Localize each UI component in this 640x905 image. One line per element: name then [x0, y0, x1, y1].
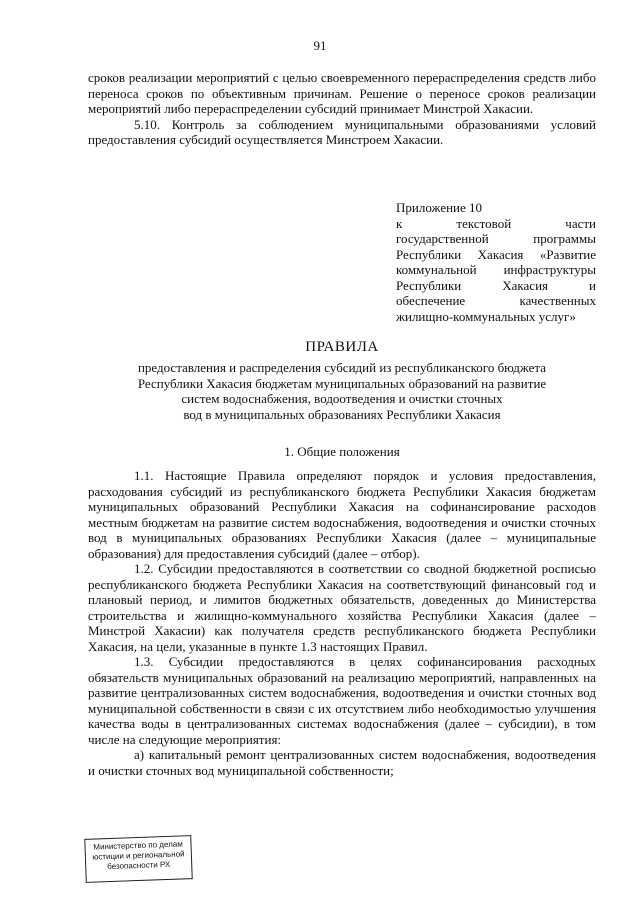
paragraph-1-2: 1.2. Субсидии предоставляются в соответствии со сводной бюджетной росписью республиканского бюджета Республики Хакасия на соответствующий финансовый год и плановый период, и лимитов бюджетных обязательств, доведенных до Министерства строительства и жилищно-коммунального хозяйства Республики Хакасия (далее – Минстрой Хакасии) как получателя средств республиканского бюджета Республики Хакасия, на цели, указанные в пункте 1.3 настоящих Правил. — [88, 561, 596, 654]
paragraph-1-1: 1.1. Настоящие Правила определяют порядок и условия предоставления, расходования субсидий из республиканского бюджета Республики Хакасия бюджетам муниципальных образований Республики Хакасия на софинансирование расходов местным бюджетам на развитие систем водоснабжения, водоотведения и очистки сточных вод в муниципальных образованиях Республики Хакасия (далее – муниципальные образования) для предоставления субсидий (далее – отбор). — [88, 468, 596, 561]
paragraph-1-3: 1.3. Субсидии предоставляются в целях софинансирования расходных обязательств муниципальных образований на реализацию мероприятий, направленных на развитие централизованных систем водоснабжения, водоотведения и очистки сточных вод муниципальной собственности в связи с их отсутствием либо необходимостью улучшения качества воды в централизованных системах водоснабжения (далее – субсидии), в том числе на следующие мероприятия: — [88, 654, 596, 747]
appendix-line: к текстовой части — [396, 215, 596, 231]
registration-stamp — [84, 835, 192, 883]
body-block — [88, 468, 596, 778]
stamp-line: Министерство по делам — [93, 839, 183, 852]
document-subtitle — [88, 360, 596, 422]
appendix-line: государственной программы — [396, 231, 596, 246]
section-heading: 1. Общие положения — [284, 444, 400, 459]
appendix-line: обеспечение качественных — [396, 293, 596, 308]
appendix-line: коммунальной инфраструктуры — [396, 262, 596, 277]
paragraph-1-3-a: а) капитальный ремонт централизованных систем водоснабжения, водоотведения и очистки сточных вод муниципальной собственности; — [88, 747, 596, 778]
intro-block — [88, 70, 596, 148]
intro-paragraph-2: 5.10. Контроль за соблюдением муниципальными образованиями условий предоставления субсидий осуществляется Минстроем Хакасии. — [88, 116, 596, 147]
subtitle-line: Республики Хакасия бюджетам муниципальных образований на развитие — [137, 375, 547, 391]
appendix-line: Республики Хакасия «Развитие — [396, 246, 596, 262]
subtitle-line: вод в муниципальных образованиях Республики Хакасия — [183, 406, 501, 422]
document-title: ПРАВИЛА — [305, 339, 379, 355]
subtitle-line: систем водоснабжения, водоотведения и очистки сточных — [181, 391, 503, 406]
intro-paragraph-1: сроков реализации мероприятий с целью своевременного перераспределения средств либо переноса сроков по объективным причинам. Решение о переносе сроков реализации мероприятий либо перераспределении субсидий принимает Минстрой Хакасии. — [88, 70, 596, 116]
stamp-line: юстиции и региональной — [92, 849, 185, 862]
stamp-line: безопасности РХ — [107, 859, 171, 872]
appendix-line: жилищно-коммунальных услуг» — [396, 308, 576, 324]
subtitle-line: предоставления и распределения субсидий из республиканского бюджета — [137, 360, 547, 375]
appendix-note — [396, 200, 596, 324]
appendix-line: Республики Хакасия и — [396, 277, 596, 293]
page-number: 91 — [313, 38, 327, 53]
appendix-line: Приложение 10 — [396, 200, 483, 215]
